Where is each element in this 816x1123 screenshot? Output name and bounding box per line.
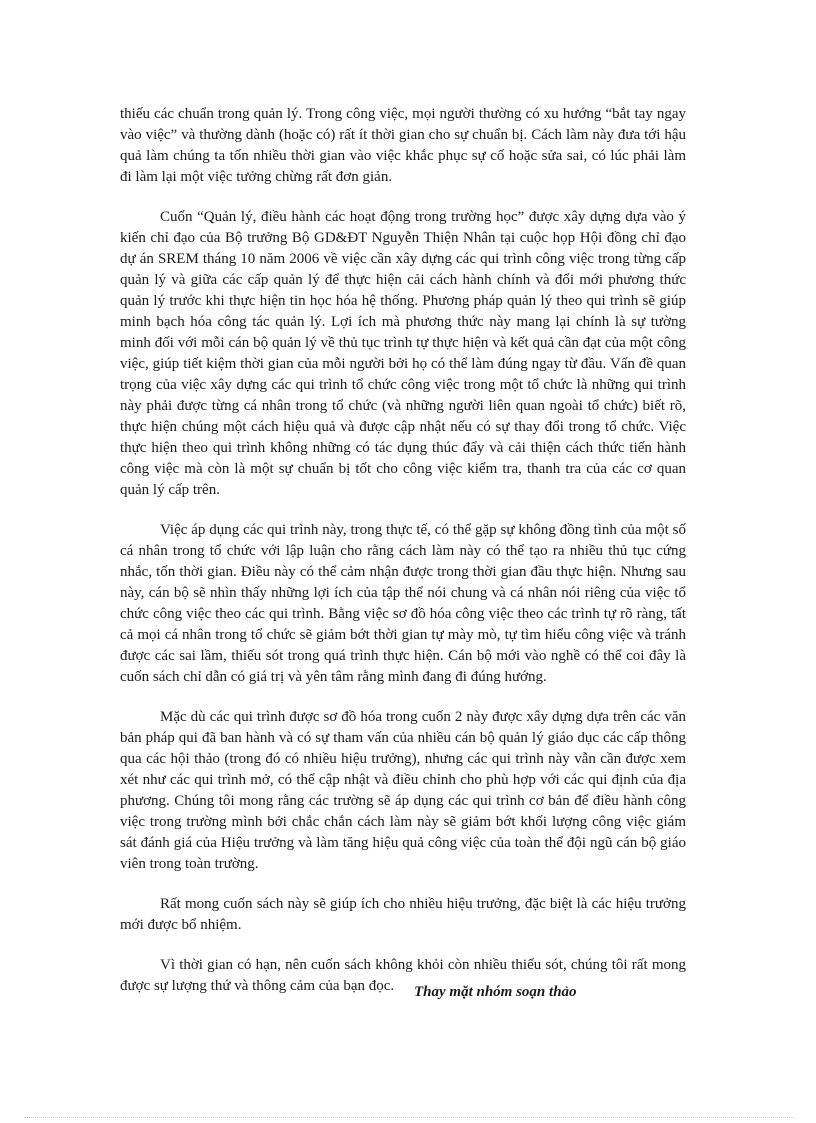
signature-line: Thay mặt nhóm soạn thảo — [414, 984, 577, 1000]
paragraph-6: Vì thời gian có hạn, nên cuốn sách không khỏi còn nhiều thiếu sót, chúng tôi rất mong được sự lượng thứ và thông cảm của bạn đọc. — [120, 957, 686, 994]
paragraph-3: Việc áp dụng các qui trình này, trong thực tế, có thể gặp sự không đồng tình của một số cá nhân trong tổ chức với lập luận cho rằng cách làm này có thể tạo ra nhiều thủ tục cứng nhắc, tốn thời gian. Điều này có thể cảm nhận được trong thời gian đầu thực hiện. Nhưng sau này, cán bộ sẽ nhìn thấy những lợi ích của tập thể nói chung và cá nhân nói riêng của việc tổ chức công việc theo các qui trình. Bằng việc sơ đồ hóa công việc theo các trình tự rõ ràng, tất cả mọi cá nhân trong tổ chức sẽ giảm bớt thời gian tự mày mò, tự tìm hiểu công việc và tránh được các sai lầm, thiếu sót trong quá trình thực hiện. Cán bộ mới vào nghề có thể coi đây là cuốn sách chỉ dẫn có giá trị và yên tâm rằng mình đang đi đúng hướng. — [120, 522, 686, 685]
paragraph-5: Rất mong cuốn sách này sẽ giúp ích cho nhiều hiệu trưởng, đặc biệt là các hiệu trưởng mới được bổ nhiệm. — [120, 896, 686, 933]
paragraph-4: Mặc dù các qui trình được sơ đồ hóa trong cuốn 2 này được xây dựng dựa trên các văn bản pháp qui đã ban hành và có sự tham vấn của nhiều cán bộ quản lý giáo dục các cấp thông qua các hội thảo (trong đó có nhiều hiệu trưởng), nhưng các qui trình này vẫn cần được xem xét như các qui trình mở, có thể cập nhật và điều chỉnh cho phù hợp với các qui định của địa phương. Chúng tôi mong rằng các trường sẽ áp dụng các qui trình cơ bản để điều hành công việc trong trường mình bởi chắc chắn cách làm này sẽ giảm bớt khối lượng công việc giám sát đánh giá của Hiệu trưởng và làm tăng hiệu quả công việc của toàn thể đội ngũ cán bộ giáo viên trong toàn trường. — [120, 709, 686, 872]
paragraph-2: Cuốn “Quản lý, điều hành các hoạt động trong trường học” được xây dựng dựa vào ý kiến chỉ đạo của Bộ trưởng Bộ GD&ĐT Nguyễn Thiện Nhân tại cuộc họp Hội đồng chỉ đạo dự án SREM tháng 10 năm 2006 về việc cần xây dựng các qui trình công việc trong từng cấp quản lý và giữa các cấp quản lý để thực hiện cải cách hành chính và đổi mới phương thức quản lý trước khi thực hiện tin học hóa hệ thống. Phương pháp quản lý theo qui trình sẽ giúp minh bạch hóa công tác quản lý. Lợi ích mà phương thức này mang lại chính là sự tường minh đối với mỗi cán bộ quản lý về thủ tục trình tự thực hiện và kết quả cần đạt của một công việc, giúp tiết kiệm thời gian của mỗi người bởi họ có thể làm đúng ngay từ đầu. Vấn đề quan trọng của việc xây dựng các qui trình tổ chức công việc trong một tổ chức là những qui trình này phải được từng cá nhân trong tổ chức (và những người liên quan ngoài tổ chức) biết rõ, thực hiện chúng một cách hiệu quả và được cập nhật nếu có sự thay đổi trong tổ chức. Việc thực hiện theo qui trình không những có tác dụng thúc đẩy và cải thiện cách thức tiến hành công việc mà còn là một sự chuẩn bị tốt cho công việc kiểm tra, thanh tra của các cơ quan quản lý cấp trên. — [120, 209, 686, 498]
page-bottom-divider — [24, 1117, 794, 1118]
document-body — [120, 104, 686, 1016]
paragraph-1: thiếu các chuẩn trong quản lý. Trong công việc, mọi người thường có xu hướng “bắt tay ngay vào việc” và thường dành (hoặc có) rất ít thời gian cho sự chuẩn bị. Cách làm này đưa tới hậu quả làm chúng ta tốn nhiều thời gian vào việc khắc phục sự cố hoặc sửa sai, có lúc phải làm đi làm lại một việc tưởng chừng rất đơn giản. — [120, 106, 686, 185]
